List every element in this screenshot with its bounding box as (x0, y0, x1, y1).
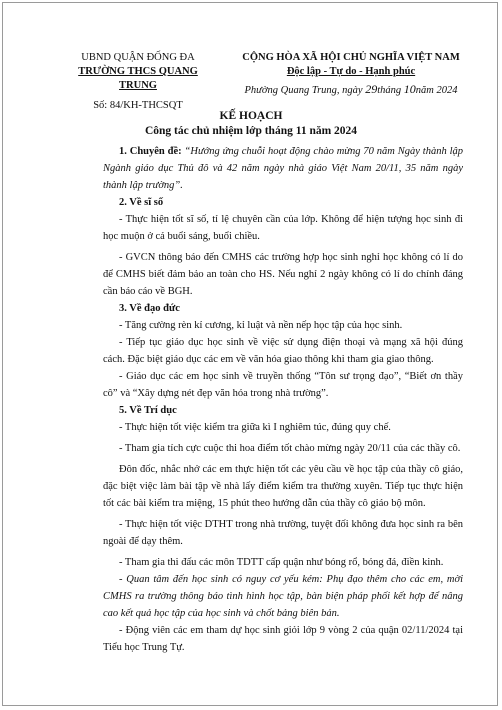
country-name: CỘNG HÒA XÃ HỘI CHỦ NGHĨA VIỆT NAM (242, 52, 460, 63)
paragraph: - Tham gia thi đấu các môn TDTT cấp quận như bóng rổ, bóng đá, điền kinh. (119, 557, 444, 568)
document-number: Số: 84/KH-THCSQT (93, 100, 183, 111)
paragraph: - Động viên các em tham dự học sinh giỏi lớp 9 vòng 2 của quận 02/11/2024 tại Tiểu học Trung Tự. (103, 625, 463, 653)
section-1-heading: 1. Chuyên đề: (119, 146, 185, 157)
section-1-text: “Hướng ứng chuỗi hoạt động chào mừng 70 năm Ngày thành lập Ngành giáo dục Thủ đô và 42 năm ngày nhà giáo Việt Nam 20/11, 35 năm ngày thành lập trường”. (103, 146, 463, 191)
date-mid: tháng (377, 85, 404, 96)
national-motto: Độc lập - Tự do - Hạnh phúc (286, 66, 416, 77)
document-title (3, 109, 499, 139)
national-header (231, 51, 471, 98)
paragraph: Đôn đốc, nhắc nhở các em thực hiện tốt các yêu cầu về học tập của thầy cô giáo, đặc biệt việc làm bài tập về nhà lấy điểm kiểm tra thường xuyên. Tiếp tục thực hiện tốt các bài kiểm tra miệng, 15 phút theo hướng dẫn của thầy cô giáo bộ môn. (103, 464, 463, 509)
title-subject: Công tác chủ nhiệm lớp tháng 11 năm 2024 (144, 125, 358, 137)
paragraph: - Tăng cường rèn kỉ cương, kỉ luật và nền nếp học tập của học sinh. (119, 320, 403, 331)
title-main: KẾ HOẠCH (219, 110, 283, 122)
date-prefix: Phường Quang Trung, ngày (244, 85, 366, 96)
paragraph: - Tiếp tục giáo dục học sinh về việc sử dụng điện thoại và mạng xã hội đúng cách. Đặc biệt giáo dục các em về văn hóa giao thông khi tham gia giao thông. (103, 337, 463, 365)
document-body (103, 143, 463, 656)
paragraph: - Tham gia tích cực cuộc thi hoa điểm tốt chào mừng ngày 20/11 của các thầy cô. (119, 443, 461, 454)
section-3-heading: 3. Về đạo đức (119, 303, 180, 314)
date-suffix: năm 2024 (415, 85, 458, 96)
section-2-heading: 2. Về sĩ số (119, 197, 164, 208)
paragraph: - Thực hiện tốt việc DTHT trong nhà trường, tuyệt đối không đưa học sinh ra bên ngoài để dạy thêm. (103, 519, 463, 547)
date-day: 29 (365, 82, 378, 96)
section-5-heading: 5. Về Trí dục (119, 405, 177, 416)
document-page (2, 2, 498, 706)
school-name: TRƯỜNG THCS QUANG TRUNG (78, 66, 198, 91)
paragraph: - Thực hiện tốt việc kiểm tra giữa kì I nghiêm túc, đúng quy chế. (119, 422, 391, 433)
paragraph: - Thực hiện tốt sĩ số, tỉ lệ chuyên cần của lớp. Không để hiện tượng học sinh đi học muộn ở cả buổi sáng, buổi chiều. (103, 214, 463, 242)
section-1 (103, 143, 463, 194)
paragraph: - GVCN thông báo đến CMHS các trường hợp học sinh nghỉ học không có lí do để CMHS biết đảm bảo an toàn cho HS. Nếu nghỉ 2 ngày không có lí do chính đáng cần báo cáo về BGH. (103, 252, 463, 297)
paragraph-italic: - Quan tâm đến học sinh có nguy cơ yếu kém: Phụ đạo thêm cho các em, mời CMHS ra trường thông báo tình hình học tập, bàn biện pháp phối kết hợp để nâng cao kết quả học tập của học sinh và chốt bảng biên bản. (103, 574, 463, 619)
district-name: UBND QUẬN ĐỐNG ĐA (81, 52, 195, 63)
issuer-block (63, 51, 213, 113)
paragraph: - Giáo dục các em học sinh về truyền thống “Tôn sư trọng đạo”, “Biết ơn thầy cô” và “Xây dựng nét đẹp văn hóa trong nhà trường”. (103, 371, 463, 399)
date-month: 10 (403, 82, 416, 96)
document-date (231, 82, 471, 98)
